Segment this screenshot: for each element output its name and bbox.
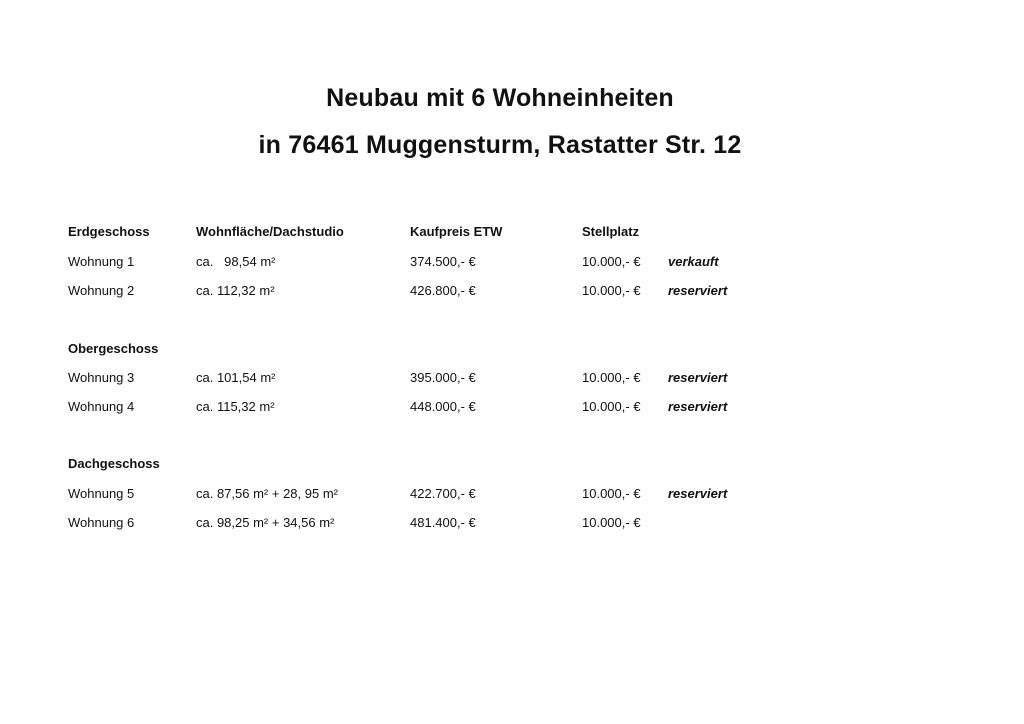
unit-status: reserviert xyxy=(668,283,728,298)
unit-price: 426.800,- € xyxy=(410,283,476,298)
section-heading xyxy=(0,341,1024,361)
table-row xyxy=(0,370,1024,390)
unit-area: ca. 98,54 m² xyxy=(196,254,276,269)
section-title: Obergeschoss xyxy=(68,341,159,356)
table-row xyxy=(0,486,1024,506)
unit-area: ca. 87,56 m² + 28, 95 m² xyxy=(196,486,338,501)
unit-price: 481.400,- € xyxy=(410,515,476,530)
table-row xyxy=(0,283,1024,303)
table-header xyxy=(0,224,1024,244)
unit-price: 422.700,- € xyxy=(410,486,476,501)
unit-status: reserviert xyxy=(668,399,728,414)
unit-parking: 10.000,- € xyxy=(582,515,641,530)
unit-name: Wohnung 5 xyxy=(68,486,135,501)
document-subtitle: in 76461 Muggensturm, Rastatter Str. 12 xyxy=(258,131,742,159)
unit-status: verkauft xyxy=(668,254,719,269)
table-row xyxy=(0,399,1024,419)
unit-parking: 10.000,- € xyxy=(582,283,641,298)
section-title: Dachgeschoss xyxy=(68,456,160,471)
unit-area: ca. 115,32 m² xyxy=(196,399,275,414)
unit-parking: 10.000,- € xyxy=(582,486,641,501)
header-area: Wohnfläche/Dachstudio xyxy=(196,224,344,239)
unit-area: ca. 112,32 m² xyxy=(196,283,275,298)
document-title: Neubau mit 6 Wohneinheiten xyxy=(326,84,674,112)
header-floor: Erdgeschoss xyxy=(68,224,150,239)
header-parking: Stellplatz xyxy=(582,224,640,239)
unit-name: Wohnung 4 xyxy=(68,399,135,414)
unit-status: reserviert xyxy=(668,486,728,501)
unit-status: reserviert xyxy=(668,370,728,385)
unit-name: Wohnung 1 xyxy=(68,254,135,269)
unit-price: 448.000,- € xyxy=(410,399,476,414)
unit-name: Wohnung 2 xyxy=(68,283,135,298)
unit-area: ca. 98,25 m² + 34,56 m² xyxy=(196,515,335,530)
section-heading xyxy=(0,456,1024,476)
unit-price: 374.500,- € xyxy=(410,254,476,269)
unit-parking: 10.000,- € xyxy=(582,254,641,269)
unit-name: Wohnung 6 xyxy=(68,515,135,530)
unit-parking: 10.000,- € xyxy=(582,370,641,385)
table-row xyxy=(0,254,1024,274)
unit-name: Wohnung 3 xyxy=(68,370,135,385)
unit-price: 395.000,- € xyxy=(410,370,476,385)
header-price: Kaufpreis ETW xyxy=(410,224,503,239)
unit-area: ca. 101,54 m² xyxy=(196,370,276,385)
table-row xyxy=(0,515,1024,535)
unit-parking: 10.000,- € xyxy=(582,399,641,414)
